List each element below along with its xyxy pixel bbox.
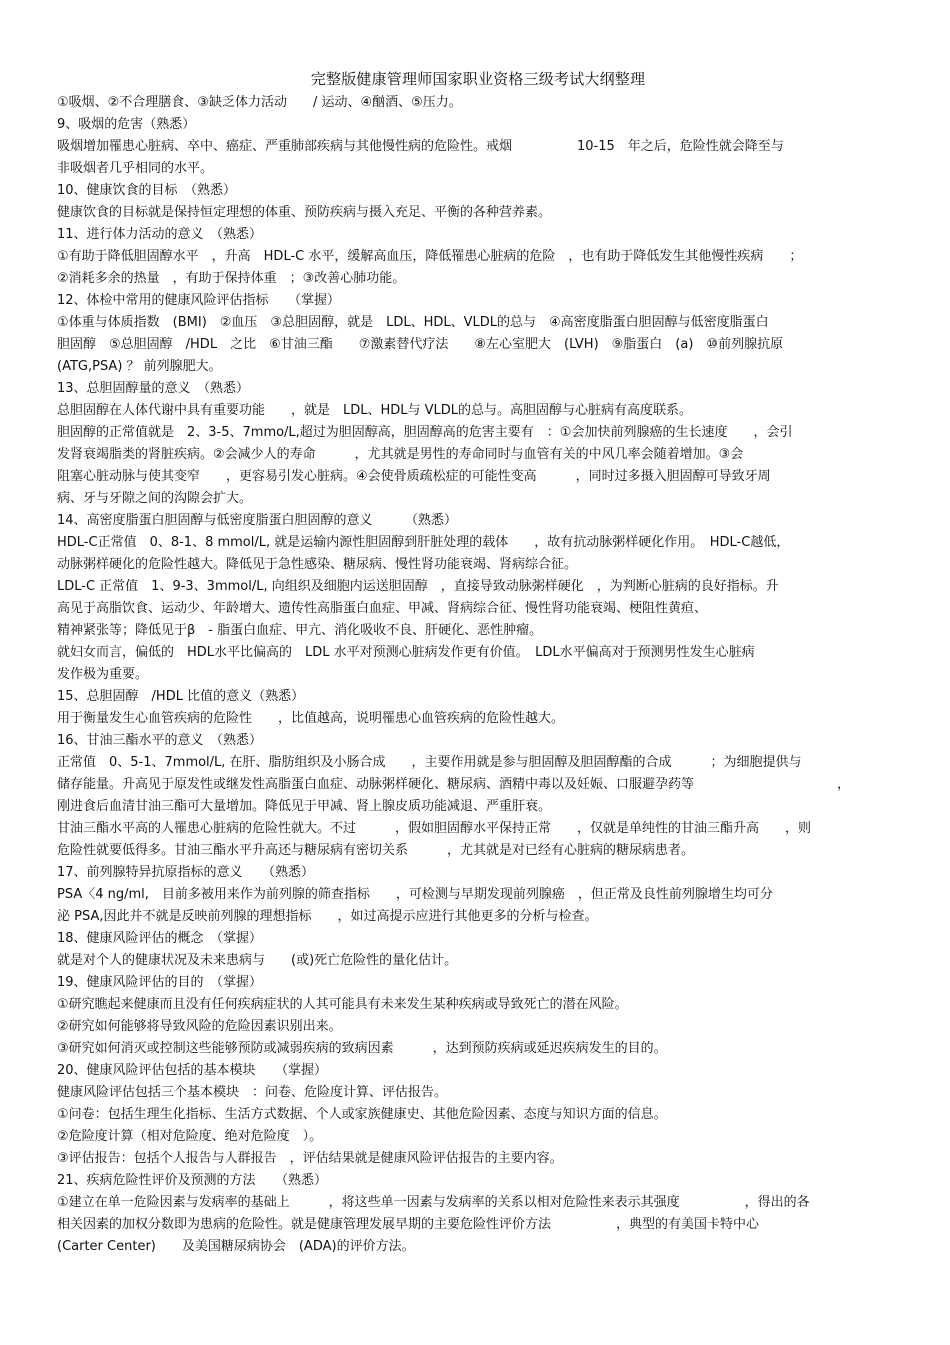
text-line: 非吸烟者几乎相同的水平。 xyxy=(57,161,214,176)
text-line: 总胆固醇在人体代谢中具有重要功能 ，就是 LDL、HDL与 VLDL的总与。高胆固醇与心脏病有高度联系。 xyxy=(57,403,693,418)
text-line: ①吸烟、②不合理膳食、③缺乏体力活动 / 运动、④酗酒、⑤压力。 xyxy=(57,95,462,110)
section-heading: 13、总胆固醇量的意义 （熟悉） xyxy=(57,381,250,396)
section-heading: 16、甘油三酯水平的意义 （熟悉） xyxy=(57,733,263,748)
text-line: 发作极为重要。 xyxy=(57,667,149,682)
text-line: ①有助于降低胆固醇水平 ，升高 HDL-C 水平，缓解高血压，降低罹患心脏病的危险 ，也有助于降低发生其他慢性疾病 ； xyxy=(57,249,803,264)
text-line: 病、牙与牙隙之间的沟隙会扩大。 xyxy=(57,491,253,506)
text-line: HDL-C正常值 0、8-1、8 mmol/L, 就是运输内源性胆固醇到肝脏处理的载体 ，故有抗动脉粥样硬化作用。 HDL-C越低， xyxy=(57,535,790,550)
text-line: 发肾衰竭脂类的肾脏疾病。②会减少人的寿命 ，尤其就是男性的寿命同时与血管有关的中风几率会随着增加。③会 xyxy=(57,447,744,462)
text-line: 胆固醇的正常值就是 2、3-5、7mmo/L,超过为胆固醇高，胆固醇高的危害主要有 ：①会加快前列腺癌的生长速度 ，会引 xyxy=(57,425,793,440)
text-line: ③研究如何消灭或控制这些能够预防或减弱疾病的致病因素 ，达到预防疾病或延迟疾病发生的目的。 xyxy=(57,1041,667,1056)
section-heading: 10、健康饮食的目标 （熟悉） xyxy=(57,183,237,198)
text-line: 动脉粥样硬化的危险性越大。降低见于急性感染、糖尿病、慢性肾功能衰竭、肾病综合征。 xyxy=(57,557,578,572)
text-line: 甘油三酯水平高的人罹患心脏病的危险性就大。不过 ，假如胆固醇水平保持正常 ，仅就是单纯性的甘油三酯升高 ，则 xyxy=(57,821,812,836)
text-line: (ATG,PSA) ？ 前列腺肥大。 xyxy=(57,359,222,374)
text-line: 用于衡量发生心血管疾病的危险性 ，比值越高，说明罹患心血管疾病的危险性越大。 xyxy=(57,711,565,726)
section-heading: 19、健康风险评估的目的 （掌握） xyxy=(57,975,263,990)
text-line: ③评估报告：包括个人报告与人群报告 ，评估结果就是健康风险评估报告的主要内容。 xyxy=(57,1151,563,1166)
text-line: ①体重与体质指数 (BMI) ②血压 ③总胆固醇，就是 LDL、HDL、VLDL的总与 ④高密度脂蛋白胆固醇与低密度脂蛋白 xyxy=(57,315,769,330)
text-line: ①研究瞧起来健康而且没有任何疾病症状的人其可能具有未来发生某种疾病或导致死亡的潜在风险。 xyxy=(57,997,628,1012)
section-heading: 12、体检中常用的健康风险评估指标 （掌握） xyxy=(57,293,341,308)
text-line: 精神紧张等；降低见于β - 脂蛋白血症、甲亢、消化吸收不良、肝硬化、恶性肿瘤。 xyxy=(57,623,543,638)
section-heading: 20、健康风险评估包括的基本模块 （掌握） xyxy=(57,1063,328,1078)
text-line: 危险性就要低得多。甘油三酯水平升高还与糖尿病有密切关系 ，尤其就是对已经有心脏病的糖尿病患者。 xyxy=(57,843,695,858)
text-line: 刚进食后血清甘油三酯可大量增加。降低见于甲减、肾上腺皮质功能减退、严重肝衰。 xyxy=(57,799,552,814)
text-line: ②研究如何能够将导致风险的危险因素识别出来。 xyxy=(57,1019,342,1034)
text-line: 就妇女而言，偏低的 HDL水平比偏高的 LDL 水平对预测心脏病发作更有价值。 LDL水平偏高对于预测男性发生心脏病 xyxy=(57,645,755,660)
text-line: 健康风险评估包括三个基本模块 ：问卷、危险度计算、评估报告。 xyxy=(57,1085,448,1100)
text-line: 健康饮食的目标就是保持恒定理想的体重、预防疾病与摄入充足、平衡的各种营养素。 xyxy=(57,205,552,220)
text-line: PSA〈4 ng/ml, 目前多被用来作为前列腺的筛查指标 ，可检测与早期发现前列腺癌 ，但正常及良性前列腺增生均可分 xyxy=(57,887,773,902)
text-line: 阻塞心脏动脉与使其变窄 ，更容易引发心脏病。④会使骨质疏松症的可能性变高 ，同时过多摄入胆固醇可导致牙周 xyxy=(57,469,771,484)
section-heading: 9、吸烟的危害（熟悉） xyxy=(57,117,196,132)
text-line: (Carter Center) 及美国糖尿病协会 (ADA)的评价方法。 xyxy=(57,1239,415,1254)
text-line: ②消耗多余的热量 ，有助于保持体重 ；③改善心肺功能。 xyxy=(57,271,406,286)
text-line: 泌 PSA,因此并不就是反映前列腺的理想指标 ，如过高提示应进行其他更多的分析与检查。 xyxy=(57,909,598,924)
text-line: 吸烟增加罹患心脏病、卒中、癌症、严重肺部疾病与其他慢性病的危险性。戒烟 10-15 年之后，危险性就会降至与 xyxy=(57,139,784,154)
document-page xyxy=(57,68,899,1258)
text-line: 相关因素的加权分数即为患病的危险性。就是健康管理发展早期的主要危险性评价方法 ，典型的有美国卡特中心 xyxy=(57,1217,760,1232)
section-heading: 17、前列腺特异抗原指标的意义 （熟悉） xyxy=(57,865,315,880)
document-body xyxy=(57,92,899,1258)
section-heading: 14、高密度脂蛋白胆固醇与低密度脂蛋白胆固醇的意义 （熟悉） xyxy=(57,513,458,528)
text-line: LDL-C 正常值 1、9-3、3mmol/L, 向组织及细胞内运送胆固醇 ，直接导致动脉粥样硬化 ，为判断心脏病的良好指标。升 xyxy=(57,579,779,594)
text-line: 胆固醇 ⑤总胆固醇 /HDL 之比 ⑥甘油三酯 ⑦激素替代疗法 ⑧左心室肥大 (LVH) ⑨脂蛋白 (a) ⑩前列腺抗原 xyxy=(57,337,784,352)
text-line: 高见于高脂饮食、运动少、年龄增大、遗传性高脂蛋白血症、甲减、肾病综合征、慢性肾功能衰竭、梗阻性黄疸、 xyxy=(57,601,708,616)
text-line: ①建立在单一危险因素与发病率的基础上 ，将这些单一因素与发病率的关系以相对危险性来表示其强度 ，得出的各 xyxy=(57,1195,810,1210)
document-title: 完整版健康管理师国家职业资格三级考试大纲整理 xyxy=(310,70,646,88)
text-line: ②危险度计算（相对危险度、绝对危险度 ）。 xyxy=(57,1129,323,1144)
section-heading: 11、进行体力活动的意义 （熟悉） xyxy=(57,227,263,242)
section-heading: 18、健康风险评估的概念 （掌握） xyxy=(57,931,263,946)
text-line: 就是对个人的健康状况及未来患病与 (或)死亡危险性的量化估计。 xyxy=(57,953,458,968)
section-heading: 15、总胆固醇 /HDL 比值的意义（熟悉） xyxy=(57,689,305,704)
text-line: 储存能量。升高见于原发性或继发性高脂蛋白血症、动脉粥样硬化、糖尿病、酒精中毒以及妊娠、口服避孕药等 ， xyxy=(57,777,851,792)
section-heading: 21、疾病危险性评价及预测的方法 （熟悉） xyxy=(57,1173,328,1188)
text-line: 正常值 0、5-1、7mmol/L, 在肝、脂肪组织及小肠合成 ，主要作用就是参与胆固醇及胆固醇酯的合成 ；为细胞提供与 xyxy=(57,755,802,770)
text-line: ①问卷：包括生理生化指标、生活方式数据、个人或家族健康史、其他危险因素、态度与知识方面的信息。 xyxy=(57,1107,667,1122)
